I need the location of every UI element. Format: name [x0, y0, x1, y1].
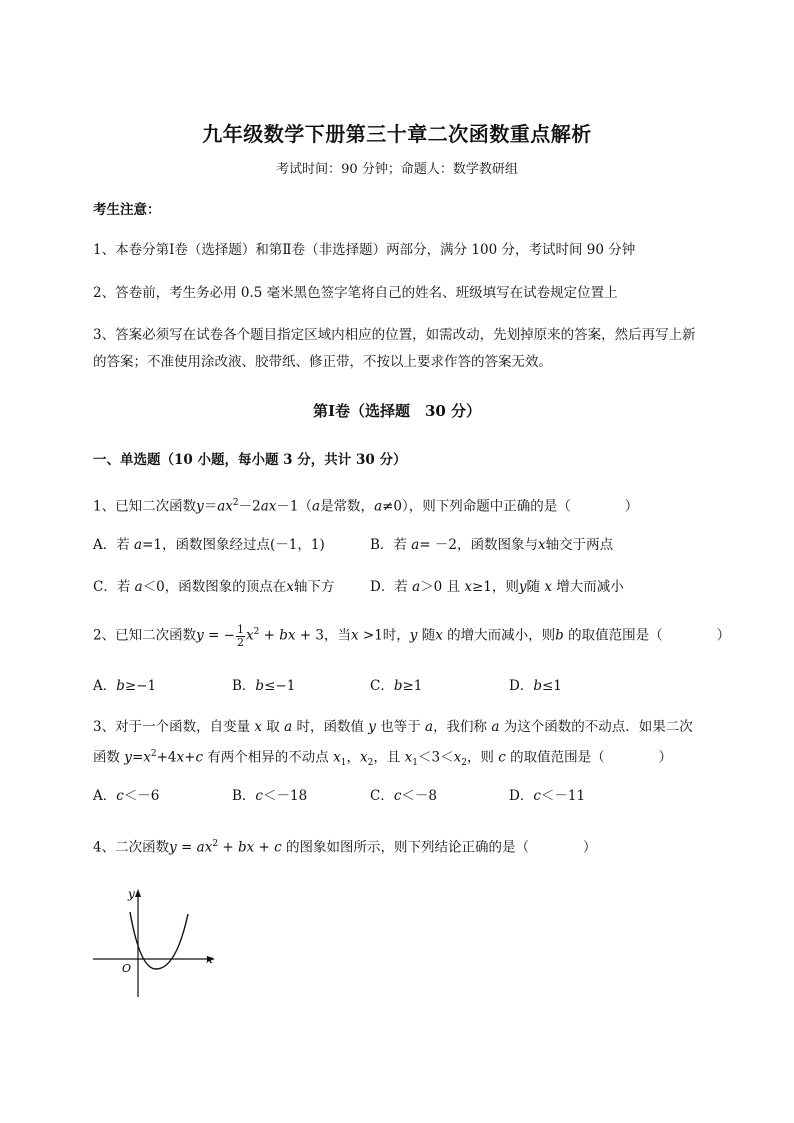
x-axis-label: x — [206, 952, 213, 966]
parabola-graph — [88, 884, 218, 999]
q2-option-a[interactable]: A．b≥−1 — [93, 678, 157, 694]
y-axis-arrow — [135, 889, 141, 897]
notice-item-3-cont: 的答案；不准使用涂改液、胶带纸、修正带，不按以上要求作答的答案无效。 — [93, 354, 552, 370]
q3-option-a[interactable]: A．c＜－6 — [93, 788, 160, 804]
q2-option-d[interactable]: D．b≤1 — [509, 678, 562, 694]
part-heading: 一、单选题（10 小题，每小题 3 分，共计 30 分） — [93, 452, 407, 468]
notice-heading: 考生注意： — [93, 202, 161, 218]
question-3-line-2: 函数 $y=x^2+4x+c$ 有两个相异的不动点 $x_1$，$x_2$，且 $x_1<3<x_2$，则 c 的取值范围是（ ） — [93, 749, 673, 769]
fraction-one-half: $\frac{1}{2}$ — [236, 622, 244, 649]
notice-item-2: 2、答卷前，考生务必用 0.5 毫米黑色签字笔将自己的姓名、班级填写在试卷规定位置上 — [93, 285, 618, 301]
page-title: 九年级数学下册第三十章二次函数重点解析 — [202, 122, 592, 146]
q1-option-c[interactable]: C．若 a＜0，函数图象的顶点在x轴下方 — [93, 579, 335, 595]
parabola-curve — [130, 912, 188, 969]
notice-item-1: 1、本卷分第Ⅰ卷（选择题）和第Ⅱ卷（非选择题）两部分，满分 100 分，考试时间 90 分钟 — [93, 242, 636, 258]
page-subtitle: 考试时间：90 分钟；命题人：数学教研组 — [276, 162, 518, 177]
question-4: 4、二次函数$y = ax^2$ + bx + c 的图象如图所示，则下列结论正确的是（ ） — [93, 839, 597, 856]
question-1: 1、已知二次函数$y=ax^2-2ax-1(a$是常数，a≠0），则下列命题中正确的是（ ） — [93, 498, 639, 515]
question-2: 2、已知二次函数y = − $\frac{1}{2}$ $x^2$ + bx + 3，当x >1时，y 随x 的增大而减小，则b 的取值范围是（ ） — [93, 622, 731, 649]
origin-label: O — [122, 962, 132, 975]
q1-option-a[interactable]: A．若 a=1，函数图象经过点(－1，1) — [93, 537, 325, 553]
q2-option-c[interactable]: C．b≥1 — [370, 678, 423, 694]
q3-option-d[interactable]: D．c＜－11 — [509, 788, 586, 804]
notice-item-3: 3、答案必须写在试卷各个题目指定区域内相应的位置，如需改动，先划掉原来的答案，然后再写上新 — [93, 327, 696, 343]
q2-option-b[interactable]: B．b≤−1 — [232, 678, 296, 694]
q1-option-d[interactable]: D．若 a＞0 且 x≥1，则y随 x 增大而减小 — [370, 579, 624, 595]
y-axis-label: y — [128, 887, 135, 901]
q3-option-b[interactable]: B．c＜－18 — [232, 788, 308, 804]
q1-option-b[interactable]: B．若 a= －2，函数图象与x轴交于两点 — [370, 537, 614, 553]
q3-option-c[interactable]: C．c＜－8 — [370, 788, 437, 804]
section-heading: 第Ⅰ卷（选择题 30 分） — [312, 402, 482, 420]
question-3-line-1: 3、对于一个函数，自变量 x 取 a 时，函数值 y 也等于 a，我们称 a 为这个函数的不动点．如果二次 — [93, 719, 693, 735]
